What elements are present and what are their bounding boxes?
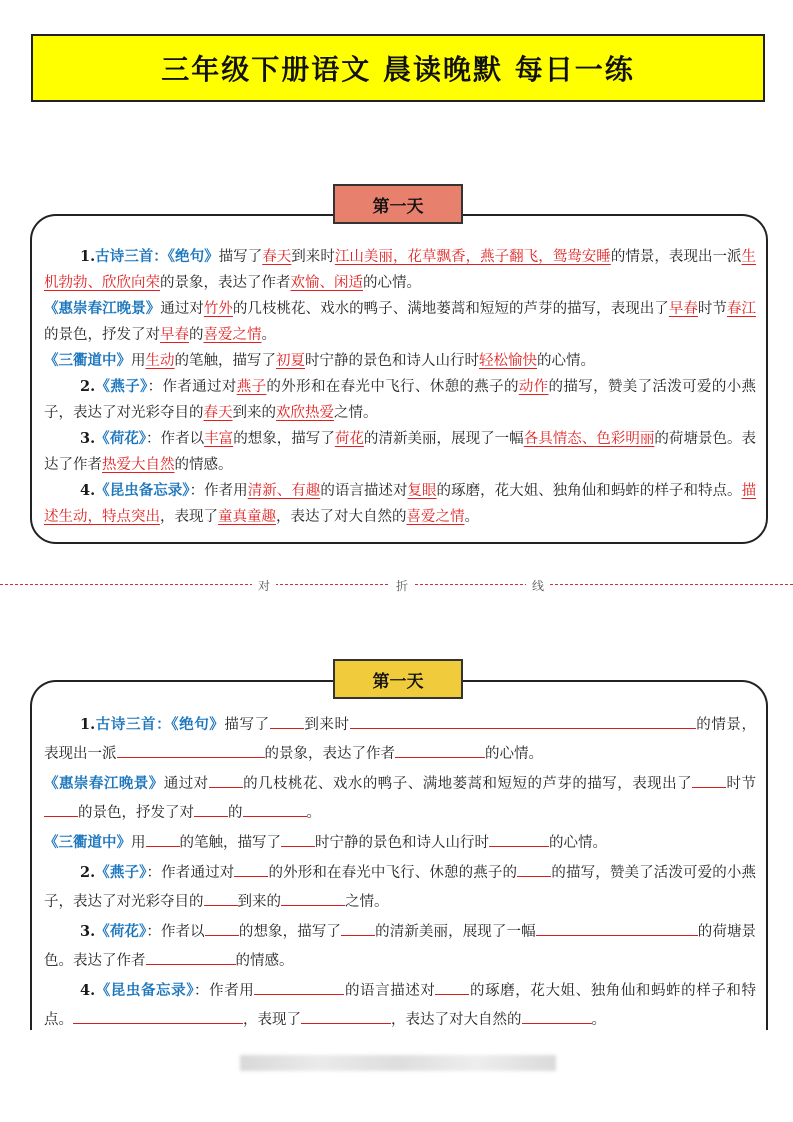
answer-blank[interactable] xyxy=(73,1007,243,1024)
fold-line-char-3: 线 xyxy=(526,577,550,594)
answer-blank[interactable] xyxy=(350,712,696,729)
worksheet-item-1c: 《三衢道中》用 的笔触，描写了 时宁静的景色和诗人山行时 的心情。 xyxy=(44,828,756,858)
answer-item-3: 3.《荷花》：作者以丰富的想象，描写了荷花的清新美丽，展现了一幅各具情态、色彩明丽的荷塘景色。表达了作者热爱大自然的情感。 xyxy=(44,430,757,473)
answer-blank[interactable] xyxy=(204,889,238,906)
answer-blank[interactable] xyxy=(209,771,243,788)
worksheet-item-1b: 《惠崇春江晚景》通过对 的几枝桃花、戏水的鸭子、满地蒌蒿和短短的芦芽的描写，表现出了 时节的景色，抒发了对 的 。 xyxy=(44,769,756,828)
fold-line-char-1: 对 xyxy=(252,577,276,594)
answer-blank[interactable] xyxy=(395,741,485,758)
day-label-answers: 第一天 xyxy=(333,184,463,224)
answer-blank[interactable] xyxy=(536,919,664,936)
answer-blank[interactable] xyxy=(341,919,375,936)
answer-item-1: 1.古诗三首：《绝句》描写了春天到来时江山美丽，花草飘香，燕子翻飞，鸳鸯安睡的情景，表现出一派生机勃勃、欣欣向荣的景象，表达了作者欢愉、闲适的心情。 xyxy=(44,248,757,291)
worksheet-item-1: 1.古诗三首：《绝句》描写了 到来时 的情景，表现出一派 的景象，表达了作者 的心情。 xyxy=(44,710,756,769)
answer-item-1c: 《三衢道中》用生动的笔触，描写了初夏时宁静的景色和诗人山行时轻松愉快的心情。 xyxy=(44,352,595,369)
page-title: 三年级下册语文 晨读晚默 每日一练 xyxy=(31,34,765,102)
answer-item-1b: 《惠崇春江晚景》通过对竹外的几枝桃花、戏水的鸭子、满地蒌蒿和短短的芦芽的描写，表现出了早春时节春江的景色，抒发了对早春的喜爱之情。 xyxy=(44,300,756,343)
answer-blank[interactable] xyxy=(489,830,549,847)
answer-blank[interactable] xyxy=(435,978,469,995)
answer-blank[interactable] xyxy=(44,800,78,817)
day-label-worksheet: 第一天 xyxy=(333,659,463,699)
blurred-watermark xyxy=(240,1055,556,1071)
answer-blank[interactable] xyxy=(117,741,265,758)
answer-blank[interactable] xyxy=(281,830,315,847)
answer-blank[interactable] xyxy=(194,800,228,817)
answer-blank[interactable] xyxy=(692,771,726,788)
answer-blank[interactable] xyxy=(254,978,344,995)
worksheet-item-2: 2.《燕子》：作者通过对 的外形和在春光中飞行、休憩的燕子的 的描写，赞美了活泼可爱的小燕子，表达了对光彩夺目的 到来的 之情。 xyxy=(44,858,756,917)
answer-blank[interactable] xyxy=(522,1007,592,1024)
answer-blank[interactable] xyxy=(205,919,239,936)
worksheet-item-4: 4.《昆虫备忘录》：作者用 的语言描述对 的琢磨，花大姐、独角仙和蚂蚱的样子和特点。 ，表现了 ，表达了对大自然的 。 xyxy=(44,976,756,1035)
answer-blank[interactable] xyxy=(146,830,180,847)
worksheet-panel xyxy=(30,680,768,1030)
answer-blank[interactable] xyxy=(270,712,304,729)
worksheet-item-3: 3.《荷花》：作者以 的想象，描写了 的清新美丽，展现了一幅 的荷塘景色。表达了作者 的情感。 xyxy=(44,917,756,976)
answer-blank[interactable] xyxy=(234,860,268,877)
answer-panel xyxy=(30,214,768,544)
answer-blank[interactable] xyxy=(243,800,307,817)
answer-blank[interactable] xyxy=(517,860,551,877)
answer-blank[interactable] xyxy=(146,948,236,965)
answer-blank-cont[interactable] xyxy=(664,919,698,936)
answer-item-2: 2.《燕子》：作者通过对燕子的外形和在春光中飞行、休憩的燕子的动作的描写，赞美了活泼可爱的小燕子，表达了对光彩夺目的春天到来的欢欣热爱之情。 xyxy=(44,378,757,421)
answer-blank[interactable] xyxy=(281,889,345,906)
fold-line-char-2: 折 xyxy=(390,577,414,594)
answer-blank[interactable] xyxy=(301,1007,391,1024)
answer-item-4: 4.《昆虫备忘录》：作者用清新、有趣的语言描述对复眼的琢磨，花大姐、独角仙和蚂蚱的样子和特点。描述生动，特点突出，表现了童真童趣，表达了对大自然的喜爱之情。 xyxy=(44,482,757,525)
